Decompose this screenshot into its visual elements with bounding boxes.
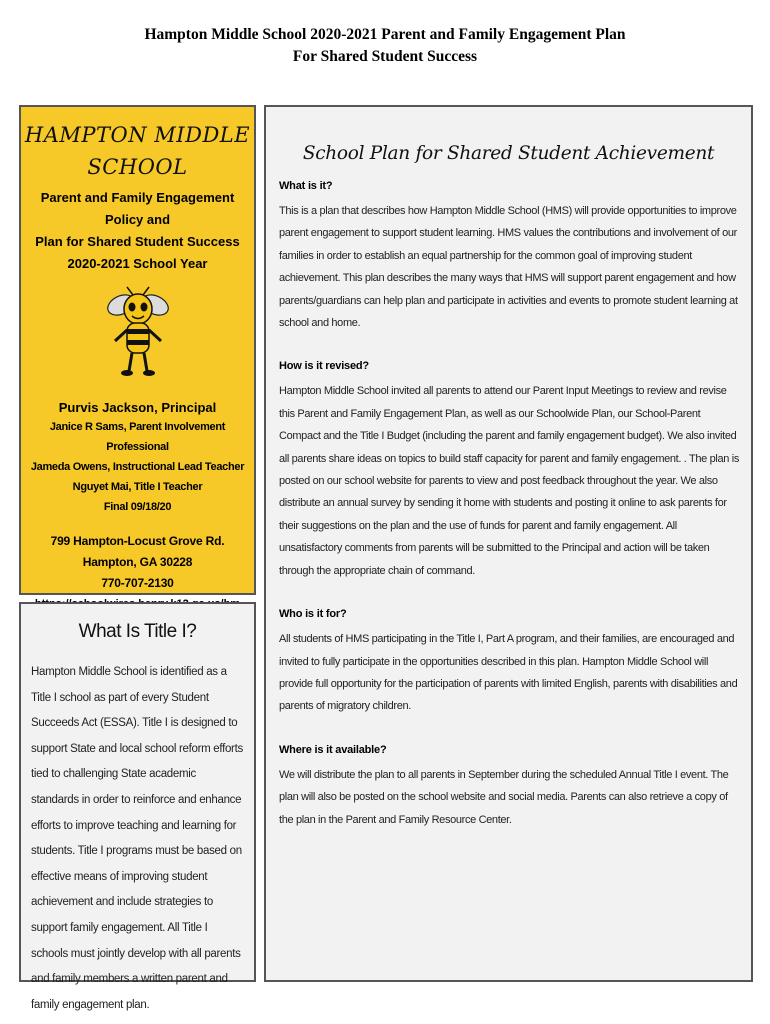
title1-body: Hampton Middle School is identified as a Title I school as part of every Student Succeeds Act (ESSA). Title I is designed to support State and local school reform efforts tied to challenging State academic standards in order to reinforce and enhance efforts to improve teaching and learning for students. Title I programs must be based on effective means of improving student achievement and include strategies to support family engagement. All Title I schools must jointly develop with all parents and family members a written parent and family engagement plan. [31, 666, 243, 1011]
policy-title-line2: Plan for Shared Student Success [35, 234, 240, 249]
address-line1: 799 Hampton-Locust Grove Rd. [50, 534, 225, 548]
section-question: How is it revised? [279, 360, 369, 373]
plan-panel [264, 105, 753, 982]
plan-section-how [279, 358, 741, 582]
staff-list [21, 399, 254, 517]
plan-section-what [279, 178, 741, 334]
yellow-jacket-mascot-icon [103, 285, 173, 377]
school-name-line1: HAMPTON MIDDLE [24, 123, 251, 147]
address-line2: Hampton, GA 30228 [82, 555, 193, 569]
plan-section-where [279, 742, 741, 831]
document-title-line2: For Shared Student Success [292, 48, 478, 65]
staff-line: Nguyet Mai, Title I Teacher [72, 481, 203, 493]
title1-heading: What Is Title I? [78, 621, 197, 642]
phone-number: 770-707-2130 [101, 576, 174, 590]
school-info-panel [19, 105, 256, 595]
final-date: Final 09/18/20 [103, 501, 172, 513]
section-answer: This is a plan that describes how Hampton Middle School (HMS) will provide opportunities to improve parent engagement to support student learning. HMS values the contributions and involvement of our families in order to establish an equal partnership for the common goal of improving student achievement. This plan describes the many ways that HMS will support parent engagement and how parents/guardians can help plan and participate in activities and events to promote student learning at school and home. [279, 205, 738, 330]
section-answer: We will distribute the plan to all parents in September during the scheduled Annual Title I event. The plan will also be posted on the school website and social media. Parents can also retrieve a copy of the plan in the Parent and Family Resource Center. [279, 768, 729, 826]
school-name-line2: SCHOOL [87, 155, 188, 179]
section-answer: Hampton Middle School invited all parents to attend our Parent Input Meetings to review and revise this Parent and Family Engagement Plan, as well as our Schoolwide Plan, our School-Parent Compact and the Title I Budget (including the parent and family engagement budget). We also invited all parents share ideas on topics to build staff capacity for parent and family engagement. . The plan is posted on our school website for parents to view and post feedback throughout the year. We also distribute an annual survey by sending it home with students and posting it online to ask parents for their suggestions on the plan and the use of funds for parent and family engagement. All unsatisfactory comments from parents will be submitted to the Principal and action will be taken through the appropriate chain of command. [279, 385, 739, 577]
staff-line: Jameda Owens, Instructional Lead Teacher [30, 461, 245, 473]
document-title-line1: Hampton Middle School 2020-2021 Parent and Family Engagement Plan [144, 26, 626, 43]
section-answer: All students of HMS participating in the Title I, Part A program, and their families, are encouraged and invited to fully participate in the opportunities described in this plan. Hampton Middle School will provide full opportunity for the participation of parents with limited English, parents with disabilities and parents of migratory children. [279, 633, 738, 713]
section-question: Who is it for? [279, 608, 347, 621]
staff-line: Janice R Sams, Parent Involvement Professional [49, 421, 226, 453]
plan-section-who [279, 606, 741, 718]
school-year: 2020-2021 School Year [67, 256, 208, 271]
plan-heading: School Plan for Shared Student Achievement [302, 143, 715, 164]
section-question: Where is it available? [279, 743, 387, 756]
principal-name: Purvis Jackson, Principal [58, 400, 217, 415]
section-question: What is it? [279, 180, 333, 192]
title1-info-panel [19, 602, 256, 1011]
school-name [21, 119, 254, 183]
policy-title-line1: Parent and Family Engagement Policy and [40, 190, 235, 227]
policy-title [27, 187, 248, 275]
document-title [0, 24, 770, 68]
